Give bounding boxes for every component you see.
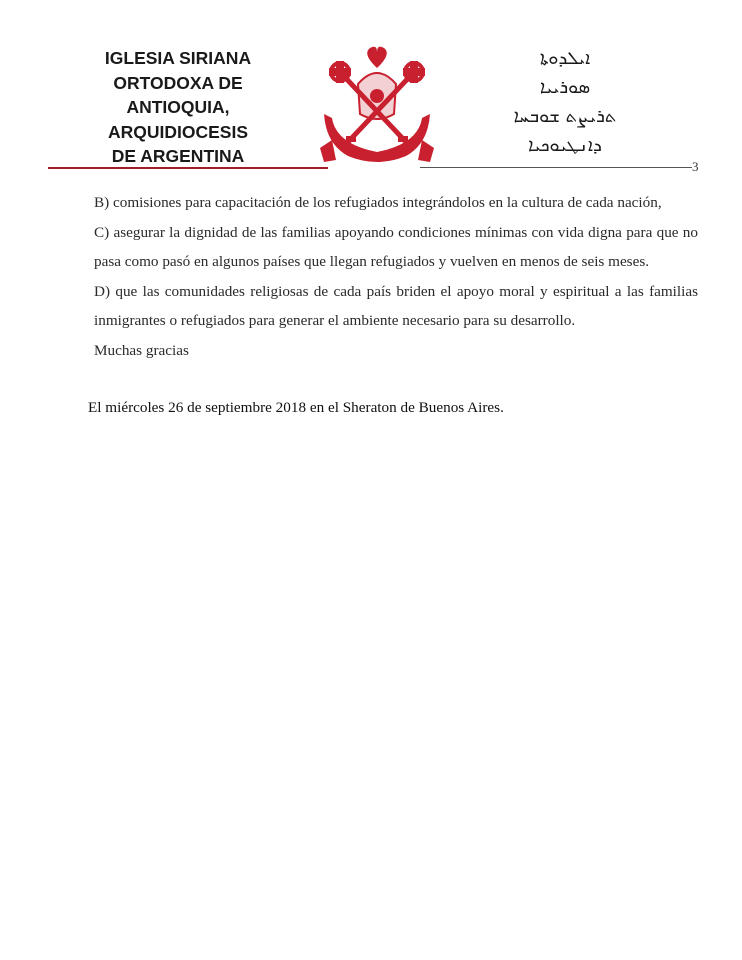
org-line: ARQUIDIOCESIS xyxy=(107,121,249,142)
paragraph-b: B) comisiones para capacitación de los refugiados integrándolos en la cultura de cada nación, xyxy=(94,194,662,211)
closing-line: El miércoles 26 de septiembre 2018 en el Sheraton de Buenos Aires. xyxy=(88,399,504,416)
organization-name xyxy=(88,46,268,169)
syriac-line: ܐܝܠܕܘܬܐ xyxy=(539,48,591,69)
syriac-orthodox-emblem xyxy=(318,44,436,168)
page-number: 3 xyxy=(692,159,699,174)
thanks-line: Muchas gracias xyxy=(94,341,189,359)
header-divider xyxy=(48,167,328,169)
org-line: ORTODOXA DE xyxy=(113,72,243,93)
header-divider xyxy=(420,167,692,168)
syriac-organization-name xyxy=(470,44,660,160)
paragraph-d: D) que las comunidades religiosas de cada país briden el apoyo moral y espiritual a las familias inmigrantes o refugiados para generar el ambiente necesario para su desarrollo. xyxy=(94,282,698,329)
org-line: ANTIOQUIA, xyxy=(126,97,230,117)
syriac-line: ܬܪܝܨܬ ܫܘܒܚܐ xyxy=(513,106,617,127)
paragraph-c: C) asegurar la dignidad de las familias apoyando condiciones mínimas con vida digna para que no pasa como pasó en algunos países que llegan refugiados y vuelven en menos de seis meses. xyxy=(94,223,698,270)
syriac-line: ܕܐܢܛܝܘܟܝܐ xyxy=(528,135,602,156)
org-line: IGLESIA SIRIANA xyxy=(104,48,252,68)
org-line: DE ARGENTINA xyxy=(111,146,245,166)
document-body xyxy=(94,188,698,365)
syriac-line: ܣܘܪܝܝܐ xyxy=(539,77,591,98)
